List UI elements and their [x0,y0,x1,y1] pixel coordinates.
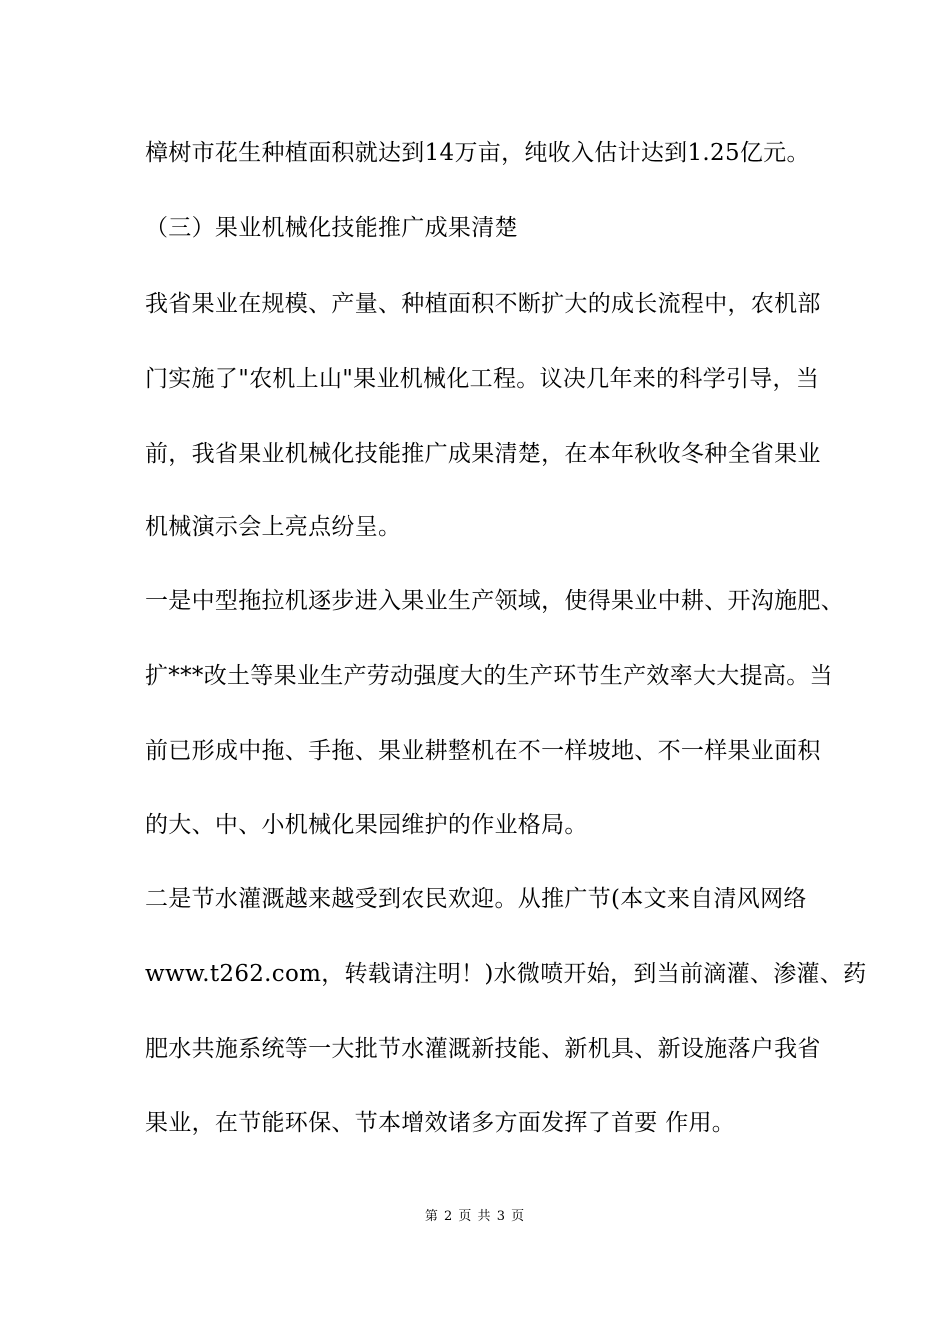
text-line: 樟树市花生种植面积就达到14万亩，纯收入估计达到1.25亿元。 [145,140,810,166]
section-heading: （三）果业机械化技能推广成果清楚 [145,215,518,241]
page-number-footer: 第 2 页 共 3 页 [424,1209,526,1224]
text-line: 果业，在节能环保、节本增效诸多方面发挥了首要 作用。 [145,1110,736,1136]
text-line: 肥水共施系统等一大批节水灌溉新技能、新机具、新设施落户我省 [145,1036,821,1062]
text-line: 机械演示会上亮点纷呈。 [145,514,402,540]
text-line: 二是节水灌溉越来越受到农民欢迎。从推广节(本文来自清风网络 [145,886,807,912]
text-line: 的大、中、小机械化果园维护的作业格局。 [145,812,588,838]
text-line: www.t262.com，转载请注明！)水微喷开始，到当前滴灌、渗灌、药 [145,961,867,987]
text-line: 门实施了"农机上山"果业机械化工程。议决几年来的科学引导，当 [145,366,820,392]
text-line: 一是中型拖拉机逐步进入果业生产领域，使得果业中耕、开沟施肥、 [145,588,844,614]
text-line: 我省果业在规模、产量、种植面积不断扩大的成长流程中，农机部 [145,291,821,317]
text-line: 扩***改土等果业生产劳动强度大的生产环节生产效率大大提高。当 [145,663,833,689]
text-line: 前，我省果业机械化技能推广成果清楚，在本年秋收冬种全省果业 [145,441,821,467]
text-line: 前已形成中拖、手拖、果业耕整机在不一样坡地、不一样果业面积 [145,738,821,764]
